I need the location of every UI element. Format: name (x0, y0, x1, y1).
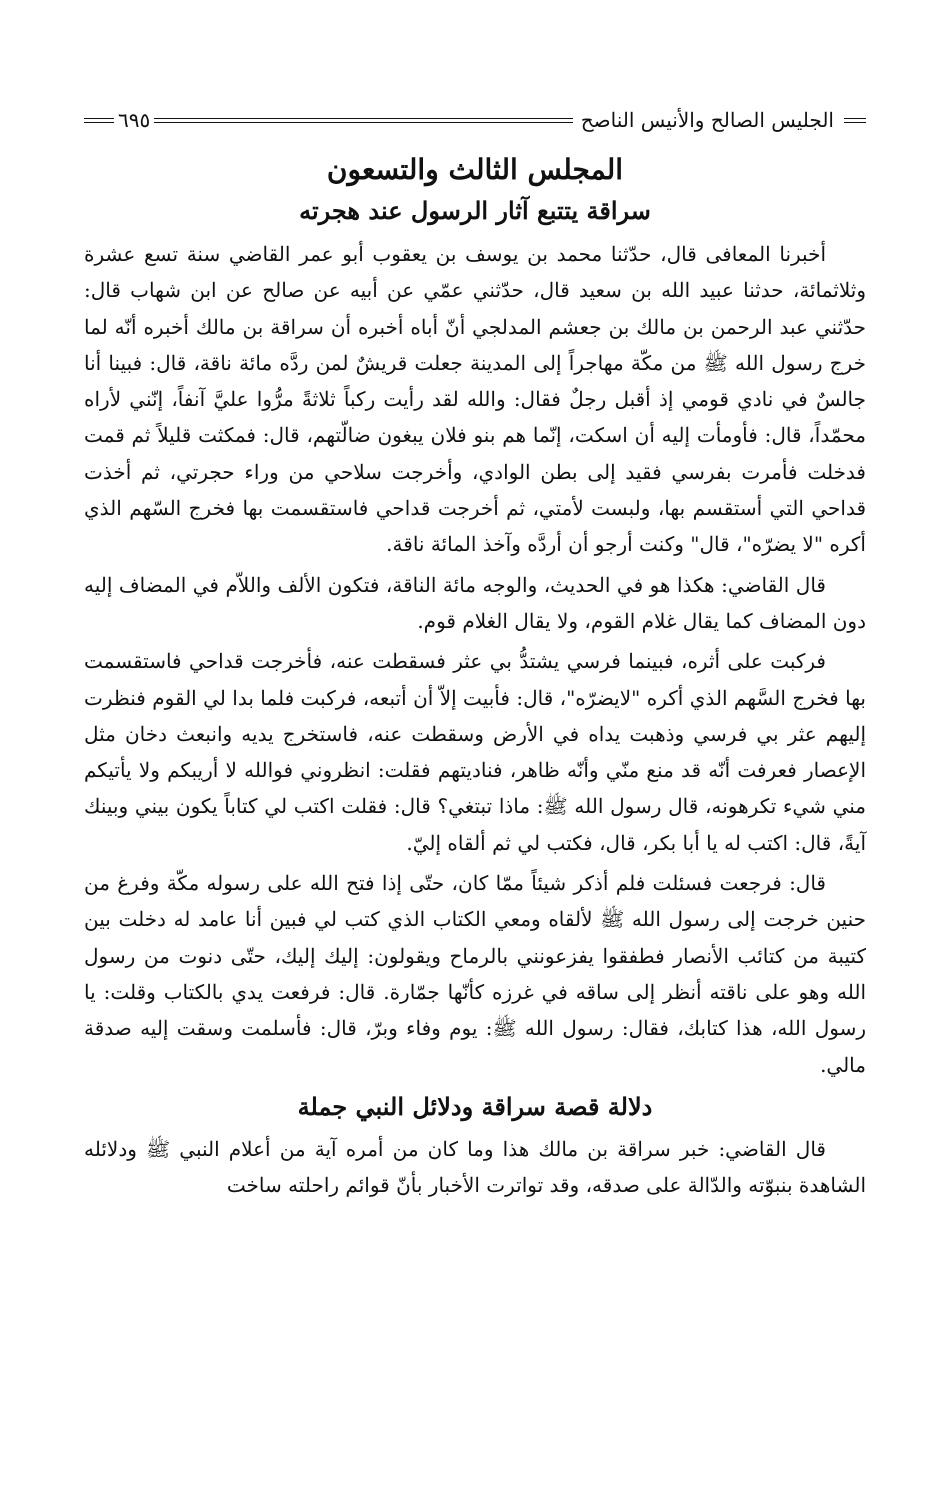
body-paragraph: قال القاضي: هكذا هو في الحديث، والوجه مائة الناقة، فتكون الألف واللاّم في المضاف إليه دون المضاف كما يقال غلام القوم، ولا يقال الغلام قوم. (84, 572, 866, 633)
header-rule-end (84, 118, 114, 123)
subsection-title: دلالة قصة سراقة ودلائل النبي جملة (297, 1091, 653, 1121)
body-paragraph: قال: فرجعت فسئلت فلم أذكر شيئاً ممّا كان، حتّى إذا فتح الله على رسوله مكّة وفرغ من حنين خرجت إلى رسول الله ﷺ لألقاه ومعي الكتاب الذي كتب لي فبين أنا عامد له دخلت بين كتيبة من كتائب الأنصار فطفقوا يفزعونني بالرماح ويقولون: إليك إليك، حتّى دنوت من رسول الله وهو على ناقته أنظر إلى ساقه في غرزه كأنّها جمّارة. قال: فرفعت يدي بالكتاب وقلت: يا رسول الله، هذا كتابك، فقال: رسول الله ﷺ: يوم وفاء وبرّ، قال: فأسلمت وسقت إليه صدقة مالي. (84, 871, 866, 1077)
book-page (84, 100, 866, 1203)
body-paragraph: فركبت على أثره، فبينما فرسي يشتدُّ بي عثر فسقطت عنه، فأخرجت قداحي فاستقسمت بها فخرج السَّهم الذي أكره "لايضرّه"، قال: فأبيت إلاّ أن أتبعه، فركبت فلما بدا لي القوم فنظرت إليهم عثر بي فرسي وذهبت يداه في الأرض وسقطت عنه، فاستخرج يديه وانبعث دخان مثل الإعصار فعرفت أنّه قد منع منّي وأنّه ظاهر، فناديتهم فقلت: انظروني فوالله لا أريبكم ولا يأتيكم مني شيء تكرهونه، قال رسول الله ﷺ: ماذا تبتغي؟ قال: فقلت اكتب لي كتاباً يكون بيني وبينك آيةً، قال: اكتب له يا أبا بكر، قال، فكتب لي ثم ألقاه إليّ. (84, 649, 866, 855)
section-title: سراقة يتتبع آثار الرسول عند هجرته (299, 196, 651, 225)
chapter-title: المجلس الثالث والتسعون (326, 153, 624, 186)
running-header (84, 100, 866, 140)
header-rule-long (154, 118, 572, 123)
page-number: ٦٩٥ (118, 108, 151, 132)
header-book-title: الجليس الصالح والأنيس الناصح (580, 108, 834, 132)
body-paragraph: أخبرنا المعافى قال، حدّثنا محمد بن يوسف بن يعقوب أبو عمر القاضي سنة تسع عشرة وثلاثمائة، حدثنا عبيد الله بن سعيد قال، حدّثني عمّي عن أبيه عن صالح عن ابن شهاب قال: حدّثني عبد الرحمن بن مالك بن جعشم المدلجي أنّ أباه أخبره أن سراقة بن مالك أخبره أنّه لما خرج رسول الله ﷺ من مكّة مهاجراً إلى المدينة جعلت قريشٌ لمن ردَّه مائة ناقة، قال: فبينا أنا جالسٌ في نادي قومي إذ أقبل رجلٌ فقال: والله لقد رأيت ركباً ثلاثةً مرُّوا عليَّ آنفاً، إنّني لأراه محمّداً، قال: فأومأت إليه أن اسكت، إنّما هم بنو فلان يبغون ضالّتهم، قال: فمكثت قليلاً ثم قمت فدخلت فأمرت بفرسي فقيد إلى بطن الوادي، وأخرجت سلاحي من وراء حجرتي، ثم أخذت قداحي التي أستقسم بها، ولبست لأمتي، ثم أخرجت قداحي فاستقسمت بها فخرج السّهم الذي أكره "لا يضرّه"، قال" وكنت أرجو أن أردَّه وآخذ المائة ناقة. (84, 242, 866, 557)
final-paragraph: قال القاضي: خبر سراقة بن مالك هذا وما كان من أمره آية من أعلام النبي ﷺ ودلائله الشاهدة بنبوّته والدّالة على صدقه، وقد تواترت الأخبار بأنّ قوائم راحلته ساخت (84, 1136, 866, 1198)
header-rule-start (844, 118, 866, 123)
